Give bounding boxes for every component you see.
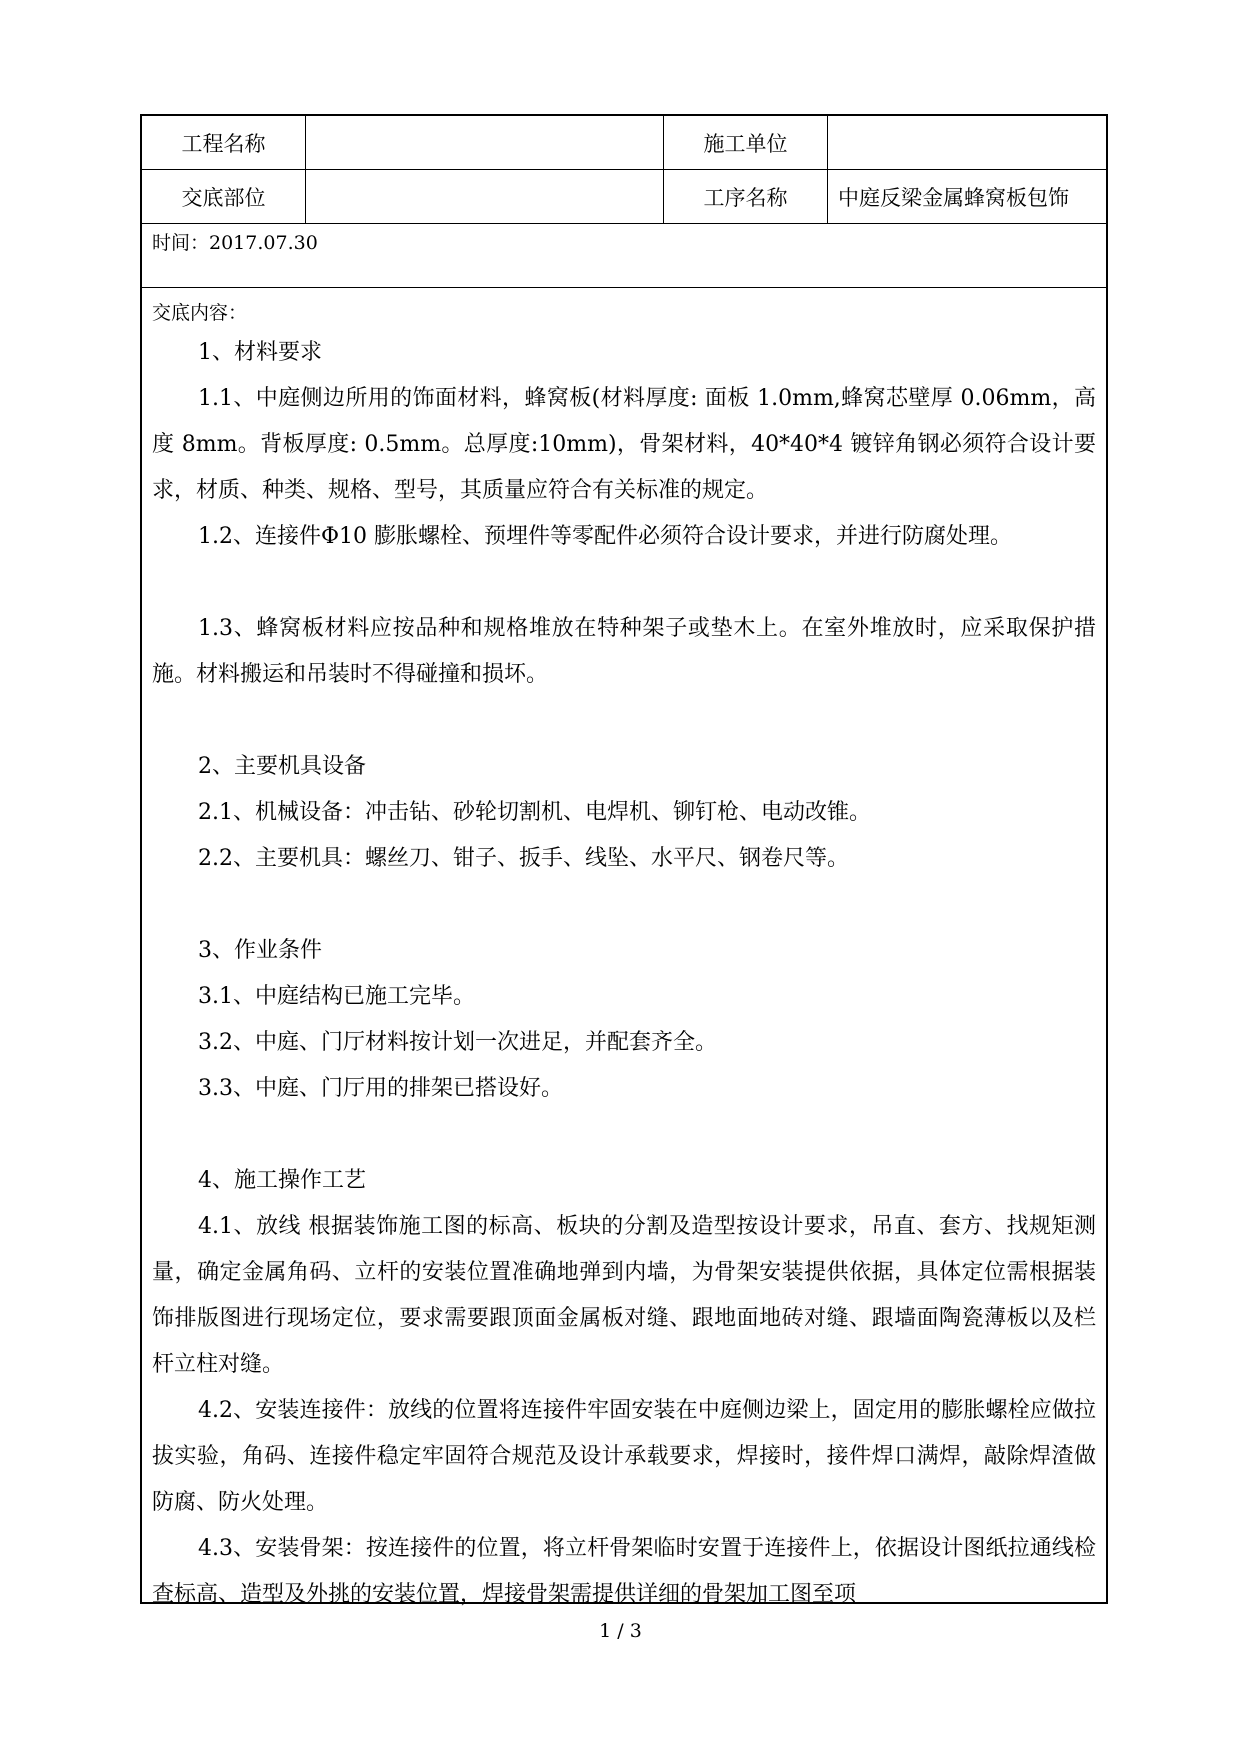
- section-3-item-3: 3.3、中庭、门厅用的排架已搭设好。: [198, 1076, 563, 1101]
- section-4-item-1: 4.1、放线 根据装饰施工图的标高、板块的分割及造型按设计要求，吊直、套方、找规矩测量，确定金属角码、立杆的安装位置准确地弹到内墙，为骨架安装提供依据，具体定位需根据装饰排版图进行现场定位，要求需要跟顶面金属板对缝、跟地面地砖对缝、跟墙面陶瓷薄板以及栏杆立柱对缝。: [152, 1214, 1096, 1377]
- contractor-value: [828, 116, 1106, 169]
- section-2-item-2: 2.2、主要机具：螺丝刀、钳子、扳手、线坠、水平尺、钢卷尺等。: [198, 846, 849, 871]
- project-name-value: [306, 116, 664, 169]
- section-3-title: 3、作业条件: [198, 938, 322, 963]
- disclosure-content: [142, 288, 1106, 1618]
- section-1-title: 1、材料要求: [198, 340, 322, 365]
- disclosure-form: [140, 114, 1108, 1607]
- page-number: 1 / 3: [599, 1620, 642, 1642]
- section-1-item-1: 1.1、中庭侧边所用的饰面材料，蜂窝板(材料厚度: 面板 1.0mm,蜂窝芯壁厚 0.06mm，高度 8mm。背板厚度: 0.5mm。总厚度:10mm)，骨架材料，40*40*4 镀锌角钢必须符合设计要求，材质、种类、规格、型号，其质量应符合有关标准的规定。: [152, 386, 1096, 503]
- section-2-item-1: 2.1、机械设备：冲击钻、砂轮切割机、电焊机、铆钉枪、电动改锥。: [198, 800, 871, 825]
- section-1-item-2: 1.2、连接件Φ10 膨胀螺栓、预埋件等零配件必须符合设计要求，并进行防腐处理。: [198, 524, 1013, 549]
- spacer: [152, 560, 1096, 606]
- section-4-title: 4、施工操作工艺: [198, 1168, 366, 1193]
- time-row: 时间：2017.07.30: [142, 224, 1106, 288]
- header-row-2: [142, 170, 1106, 224]
- process-name-label: 工序名称: [664, 170, 828, 223]
- section-3-item-1: 3.1、中庭结构已施工完毕。: [198, 984, 475, 1009]
- section-2-title: 2、主要机具设备: [198, 754, 366, 779]
- contractor-label: 施工单位: [664, 116, 828, 169]
- section-3-item-2: 3.2、中庭、门厅材料按计划一次进足，并配套齐全。: [198, 1030, 717, 1055]
- content-label: 交底内容：: [152, 302, 248, 324]
- process-name-value: 中庭反梁金属蜂窝板包饰: [838, 185, 1069, 210]
- header-row-1: [142, 116, 1106, 170]
- section-4-item-3: 4.3、安装骨架：按连接件的位置，将立杆骨架临时安置于连接件上，依据设计图纸拉通线检查标高、造型及外挑的安装位置，焊接骨架需提供详细的骨架加工图至项: [152, 1536, 1096, 1607]
- spacer: [152, 1112, 1096, 1158]
- spacer: [152, 882, 1096, 928]
- section-1-item-3: 1.3、蜂窝板材料应按品种和规格堆放在特种架子或垫木上。在室外堆放时，应采取保护措施。材料搬运和吊装时不得碰撞和损坏。: [152, 616, 1096, 687]
- disclosure-location-label: 交底部位: [142, 170, 306, 223]
- section-4-item-2: 4.2、安装连接件：放线的位置将连接件牢固安装在中庭侧边梁上，固定用的膨胀螺栓应做拉拔实验，角码、连接件稳定牢固符合规范及设计承载要求，焊接时，接件焊口满焊，敲除焊渣做防腐、防火处理。: [152, 1398, 1096, 1515]
- disclosure-location-value: [306, 170, 664, 223]
- spacer: [152, 698, 1096, 744]
- project-name-label: 工程名称: [142, 116, 306, 169]
